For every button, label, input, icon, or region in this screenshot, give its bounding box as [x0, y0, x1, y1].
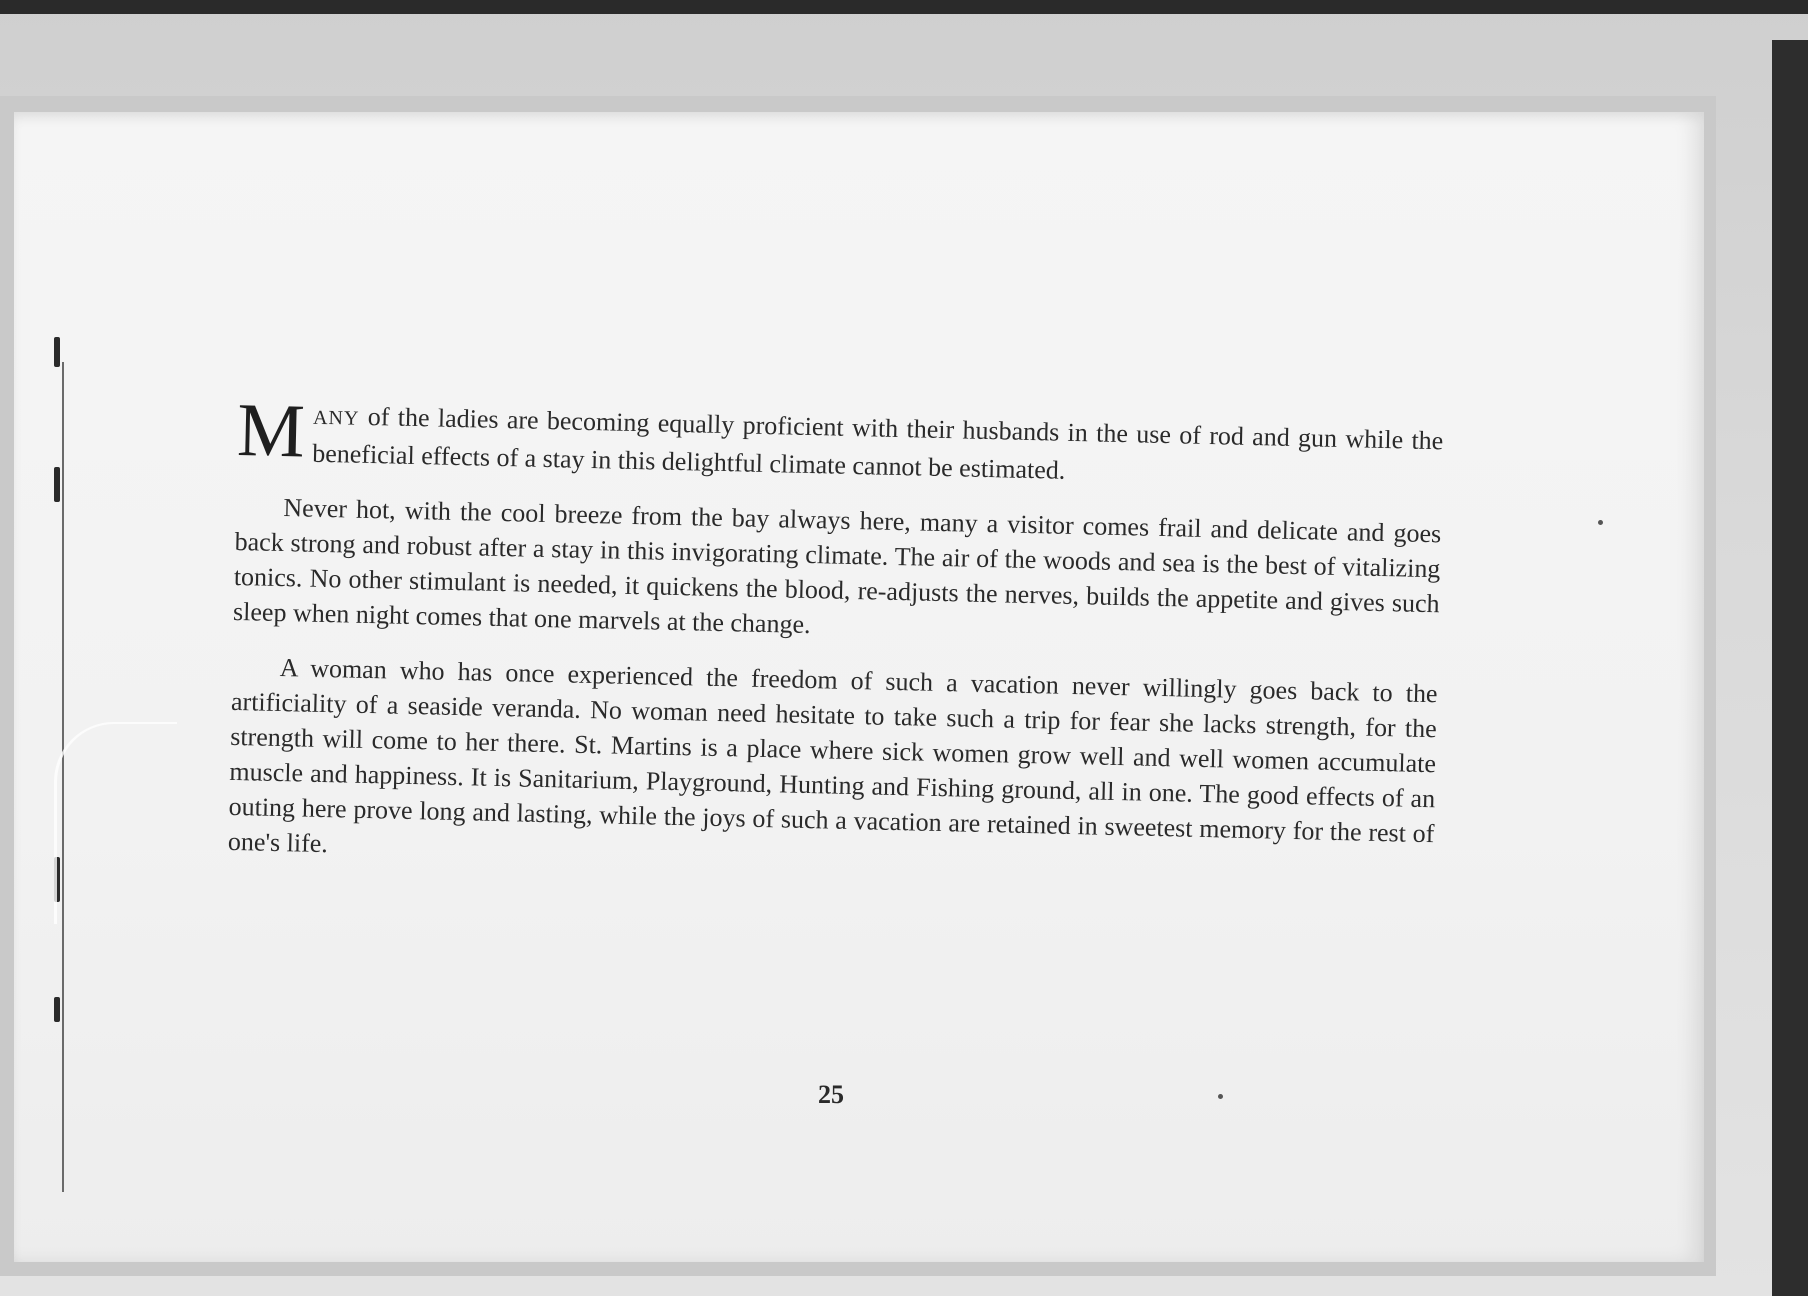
drop-cap-letter: M: [236, 388, 306, 474]
scanner-top-edge: [0, 0, 1808, 14]
binding-stitch: [54, 997, 60, 1022]
binding-stitch: [54, 467, 60, 502]
lead-word: ANY: [312, 406, 360, 430]
paragraph-2: Never hot, with the cool breeze from the bay always here, many a visitor comes frail and delicate and goes back strong and robust after a stay in this invigorating climate. The air of the woods and sea is the best of vitalizing tonics. No other stimulant is needed, it quickens the blood, re-adjusts the nerves, builds the appetite and gives such sleep when night comes that one marvels at the change.: [232, 493, 1442, 640]
dust-speck: [1598, 520, 1603, 525]
paragraph-1-text: of the ladies are becoming equally proficient with their husbands in the use of rod and gun while the beneficial effects of a stay in this delightful climate cannot be estimated.: [311, 401, 1444, 485]
loose-thread: [54, 722, 177, 924]
scanner-right-edge: [1772, 40, 1808, 1296]
dust-speck: [1218, 1094, 1223, 1099]
body-text: [227, 388, 1444, 906]
page-number: 25: [818, 1080, 844, 1109]
paragraph-3: A woman who has once experienced the freedom of such a vacation never willingly goes back to the artificiality of a seaside veranda. No woman need hesitate to take such a trip for fear she lacks strength, for the strength will come to her there. St. Martins is a place where sick women grow well and well women accumulate muscle and happiness. It is Sanitarium, Playground, Hunting and Fishing ground, all in one. The good effects of an outing here prove long and lasting, while the joys of such a vacation are retained in sweetest memory for the rest of one's life.: [227, 653, 1438, 859]
binding-stitch: [54, 337, 60, 367]
